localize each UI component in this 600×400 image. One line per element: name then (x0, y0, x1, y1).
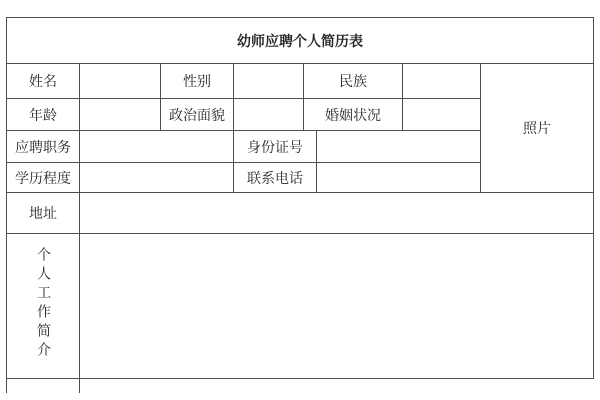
contact-phone-value-cell[interactable] (317, 163, 481, 193)
marital-status-value-cell[interactable] (403, 99, 481, 131)
photo-placeholder[interactable]: 照片 (481, 64, 594, 193)
id-number-label: 身份证号 (234, 131, 317, 163)
partial-next-row-column-divider (79, 379, 80, 393)
ethnicity-label: 民族 (304, 64, 403, 99)
name-label: 姓名 (7, 64, 80, 99)
address-label: 地址 (7, 193, 80, 234)
position-applied-label: 应聘职务 (7, 131, 80, 163)
row-personal-work-intro (7, 234, 594, 379)
age-value-cell[interactable] (80, 99, 161, 131)
personal-work-intro-label (7, 234, 80, 379)
ethnicity-value-cell[interactable] (403, 64, 481, 99)
id-number-value-cell[interactable] (317, 131, 481, 163)
gender-label: 性别 (161, 64, 234, 99)
marital-status-label: 婚姻状况 (304, 99, 403, 131)
title-row (7, 18, 594, 64)
resume-table (6, 17, 594, 379)
row-basic-1 (7, 64, 594, 99)
personal-work-intro-label-text: 个人工作简介 (35, 247, 51, 361)
personal-work-intro-value-cell[interactable] (80, 234, 594, 379)
contact-phone-label: 联系电话 (234, 163, 317, 193)
political-status-label: 政治面貌 (161, 99, 234, 131)
education-level-label: 学历程度 (7, 163, 80, 193)
row-address (7, 193, 594, 234)
age-label: 年龄 (7, 99, 80, 131)
partial-next-row-left-border (6, 379, 7, 393)
position-applied-value-cell[interactable] (80, 131, 234, 163)
education-level-value-cell[interactable] (80, 163, 234, 193)
political-status-value-cell[interactable] (234, 99, 304, 131)
page-title: 幼师应聘个人简历表 (7, 18, 594, 64)
gender-value-cell[interactable] (234, 64, 304, 99)
address-value-cell[interactable] (80, 193, 594, 234)
name-value-cell[interactable] (80, 64, 161, 99)
